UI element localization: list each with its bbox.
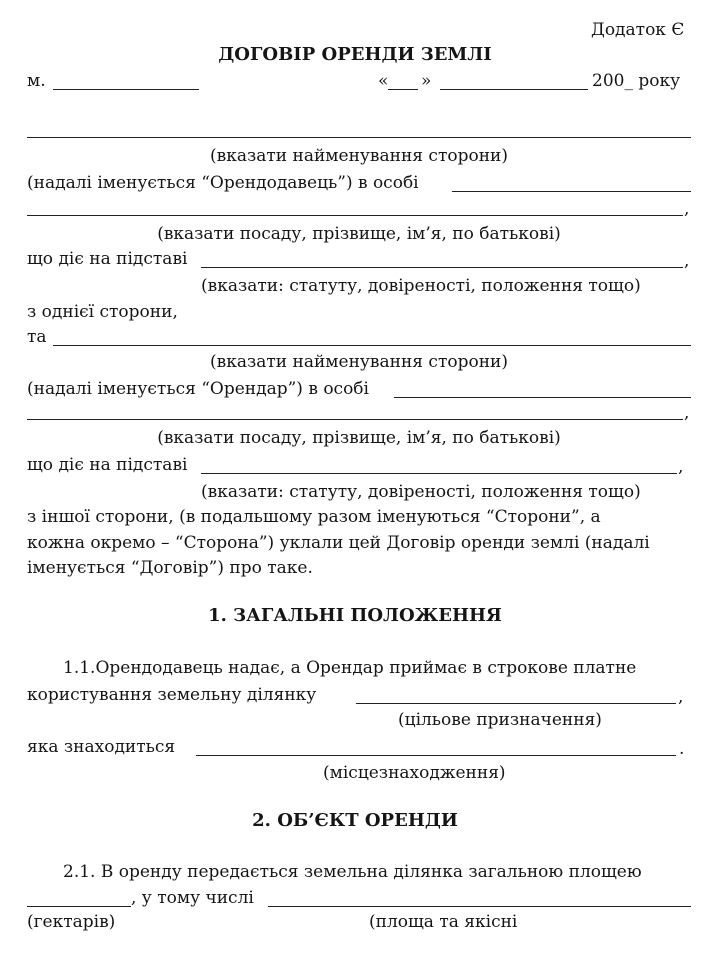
- place-prefix: м.: [27, 71, 46, 91]
- hint-position-2: (вказати посаду, прізвище, ім’я, по батькові): [157, 428, 561, 448]
- comma-1: ,: [684, 199, 690, 219]
- document-title: ДОГОВІР ОРЕНДИ ЗЕМЛІ: [218, 44, 492, 65]
- hint-hectares: (гектарів): [27, 912, 116, 932]
- year-text: 200_ року: [592, 71, 681, 91]
- hint-purpose: (цільове призначення): [398, 710, 602, 730]
- location-blank[interactable]: [196, 755, 676, 756]
- basis-blank-2[interactable]: [201, 473, 677, 474]
- land-plot-blank[interactable]: [356, 703, 676, 704]
- area-quality-blank[interactable]: [268, 906, 691, 907]
- lessor-named-text: (надалі іменується “Орендодавець”) в особі: [27, 173, 419, 193]
- comma-3: ,: [684, 403, 690, 423]
- clause-1-1-line-1: 1.1.Орендодавець надає, а Орендар приймає в строкове платне: [63, 658, 637, 678]
- lessee-person-blank-2[interactable]: [27, 419, 683, 420]
- acting-basis-2: що діє на підставі: [27, 455, 188, 475]
- hint-party-name-1: (вказати найменування сторони): [210, 146, 508, 166]
- clause-1-1-line-2: користування земельну ділянку: [27, 685, 317, 705]
- and-label: та: [27, 327, 47, 347]
- one-side-text: з однієї сторони,: [27, 302, 178, 322]
- paragraph-line-3: іменується “Договір”) про таке.: [27, 558, 313, 578]
- month-blank[interactable]: [440, 89, 588, 90]
- acting-basis-1: що діє на підставі: [27, 249, 188, 269]
- area-blank[interactable]: [27, 906, 131, 907]
- lessee-person-blank[interactable]: [394, 397, 691, 398]
- hint-basis-2: (вказати: статуту, довіреності, положення тощо): [201, 482, 641, 502]
- basis-blank-1[interactable]: [201, 267, 683, 268]
- party1-name-blank[interactable]: [27, 137, 691, 138]
- section1-title: 1. ЗАГАЛЬНІ ПОЛОЖЕННЯ: [208, 605, 502, 626]
- comma-4: ,: [678, 457, 684, 477]
- hint-party-name-2: (вказати найменування сторони): [210, 352, 508, 372]
- hint-position-1: (вказати посаду, прізвище, ім’я, по батькові): [157, 224, 561, 244]
- date-quote-open: «: [378, 71, 389, 91]
- clause-2-1-line-1: 2.1. В оренду передається земельна ділянка загальною площею: [63, 862, 642, 882]
- lessor-person-blank[interactable]: [452, 191, 691, 192]
- party2-name-blank[interactable]: [53, 345, 691, 346]
- section2-title: 2. ОБ’ЄКТ ОРЕНДИ: [252, 810, 458, 831]
- comma-5: ,: [678, 687, 684, 707]
- paragraph-line-1: з іншої сторони, (в подальшому разом іменуються “Сторони”, а: [27, 507, 601, 527]
- place-blank[interactable]: [53, 89, 199, 90]
- day-blank[interactable]: [388, 89, 418, 90]
- lessee-named-text: (надалі іменується “Орендар”) в особі: [27, 379, 369, 399]
- hint-location: (місцезнаходження): [323, 763, 506, 783]
- comma-2: ,: [684, 251, 690, 271]
- paragraph-line-2: кожна окремо – “Сторона”) уклали цей Договір оренди землі (надалі: [27, 533, 650, 553]
- period-1: .: [679, 739, 685, 759]
- lessor-person-blank-2[interactable]: [27, 215, 683, 216]
- hint-basis-1: (вказати: статуту, довіреності, положення тощо): [201, 276, 641, 296]
- located-at-text: яка знаходиться: [27, 737, 176, 757]
- appendix-label: Додаток Є: [591, 20, 685, 40]
- date-quote-close: »: [421, 71, 432, 91]
- including-text: , у тому числі: [131, 888, 254, 908]
- hint-area-quality: (площа та якісні: [369, 912, 518, 932]
